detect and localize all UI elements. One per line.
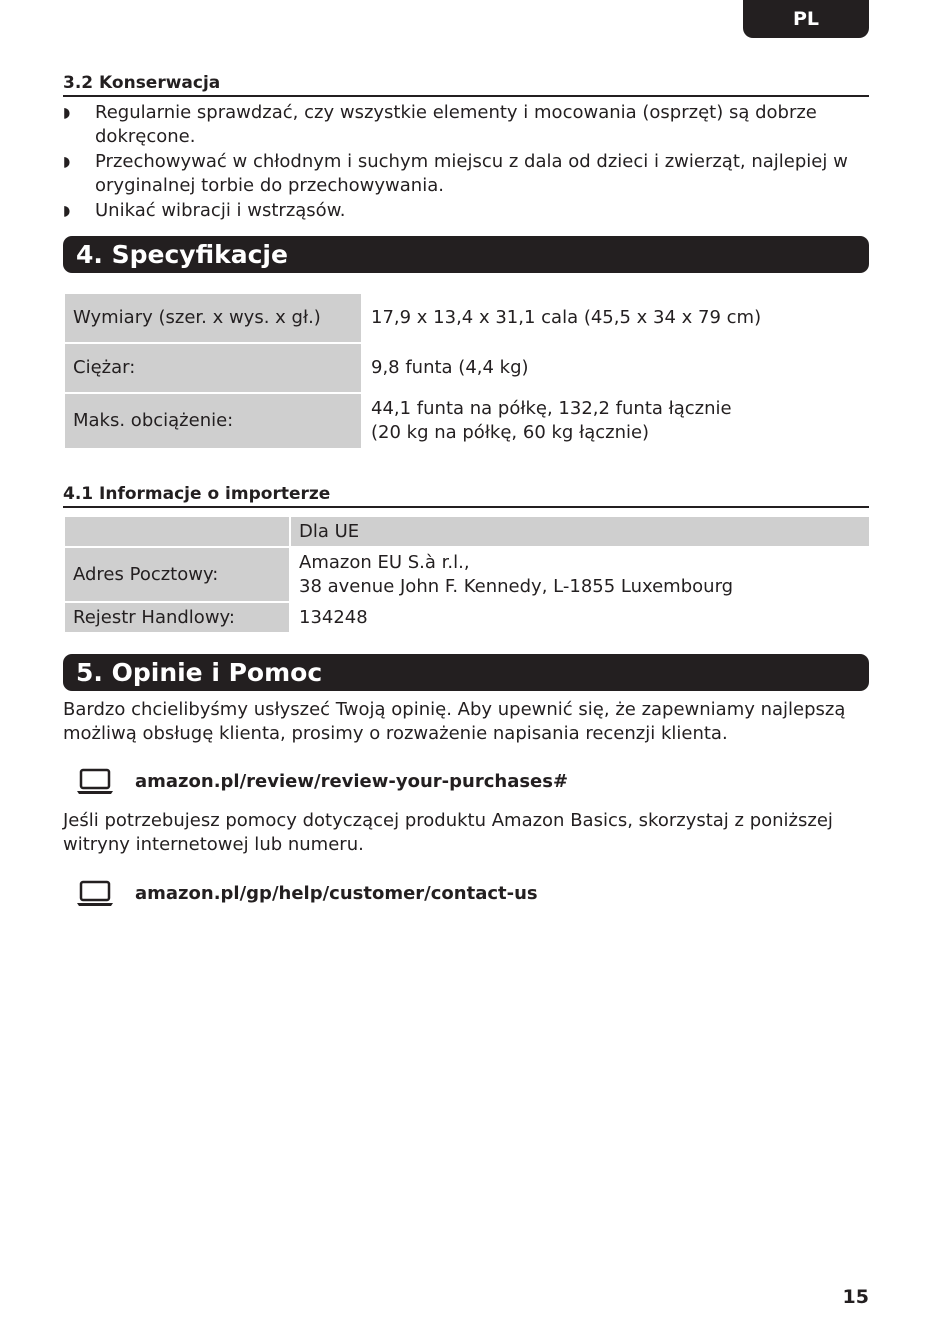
laptop-icon xyxy=(76,879,114,907)
bullet-icon: ◗ xyxy=(63,105,71,121)
table-row xyxy=(65,394,869,448)
language-tab: PL xyxy=(743,0,869,38)
laptop-icon xyxy=(76,767,114,795)
section-4-heading: 4. Specyfikacje xyxy=(63,236,869,273)
list-item-text: Przechowywać w chłodnym i suchym miejscu z dala od dzieci i zwierząt, najlepiej w oryginalnej torbie do przechowywania. xyxy=(95,151,848,196)
list-item xyxy=(63,199,869,223)
feedback-intro: Bardzo chcielibyśmy usłyszeć Twoją opinię. Aby upewnić się, że zapewniamy najlepszą możliwą obsługę klienta, prosimy o rozważenie napisania recenzji klienta. xyxy=(63,699,846,744)
importer-label: Rejestr Handlowy: xyxy=(65,603,289,632)
table-row xyxy=(65,344,869,392)
spec-value-line: 9,8 funta (4,4 kg) xyxy=(371,357,529,378)
table-row xyxy=(65,548,869,601)
spec-value xyxy=(363,344,869,392)
column-header: Dla UE xyxy=(291,517,869,546)
spec-value-line: 17,9 x 13,4 x 31,1 cala (45,5 x 34 x 79 cm) xyxy=(371,307,762,328)
section-3-2-heading: 3.2 Konserwacja xyxy=(63,72,869,97)
list-item-text: Regularnie sprawdzać, czy wszystkie elementy i mocowania (osprzęt) są dobrze dokręcone. xyxy=(95,102,817,147)
importer-value-line: 38 avenue John F. Kennedy, L-1855 Luxembourg xyxy=(299,575,734,597)
importer-label: Adres Pocztowy: xyxy=(65,548,289,601)
empty-header-cell xyxy=(65,517,289,546)
spec-value-line: (20 kg na półkę, 60 kg łącznie) xyxy=(371,422,650,443)
spec-value xyxy=(363,394,869,448)
table-row xyxy=(65,603,869,632)
list-item-text: Unikać wibracji i wstrząsów. xyxy=(95,200,346,221)
bullet-icon: ◗ xyxy=(63,154,71,170)
specifications-table xyxy=(63,292,871,450)
bullet-icon: ◗ xyxy=(63,203,71,219)
section-4-1-heading: 4.1 Informacje o importerze xyxy=(63,483,869,508)
section-5-heading: 5. Opinie i Pomoc xyxy=(63,654,869,691)
review-link[interactable]: amazon.pl/review/review-your-purchases# xyxy=(135,770,569,792)
help-text: Jeśli potrzebujesz pomocy dotyczącej produktu Amazon Basics, skorzystaj z poniższej witryny internetowej lub numeru. xyxy=(63,810,833,855)
contact-link-row xyxy=(76,878,538,908)
spec-value xyxy=(363,294,869,342)
spec-label: Maks. obciążenie: xyxy=(65,394,361,448)
review-link-row xyxy=(76,766,568,796)
spec-value-line: 44,1 funta na półkę, 132,2 funta łącznie xyxy=(371,398,732,419)
contact-link[interactable]: amazon.pl/gp/help/customer/contact-us xyxy=(135,882,538,904)
table-row xyxy=(65,517,869,546)
page-number: 15 xyxy=(842,1286,869,1308)
table-row xyxy=(65,294,869,342)
list-item xyxy=(63,150,869,198)
maintenance-list xyxy=(63,101,869,224)
importer-value-line: Amazon EU S.à r.l., xyxy=(299,551,470,573)
importer-value xyxy=(291,548,869,601)
list-item xyxy=(63,101,869,149)
importer-value xyxy=(291,603,869,632)
importer-table xyxy=(63,515,871,634)
spec-label: Wymiary (szer. x wys. x gł.) xyxy=(65,294,361,342)
importer-value-line: 134248 xyxy=(299,606,368,628)
spec-label: Ciężar: xyxy=(65,344,361,392)
